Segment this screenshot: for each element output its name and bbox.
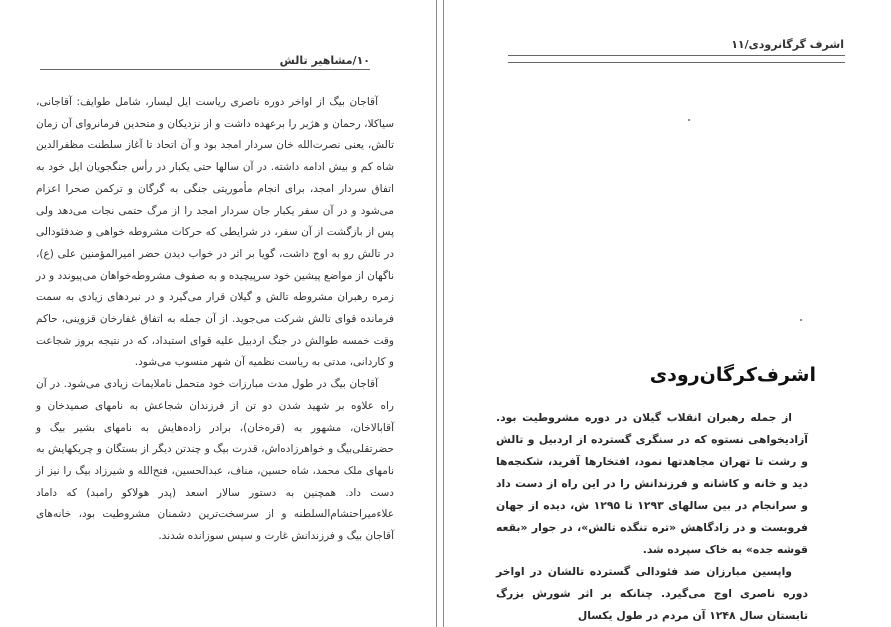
chapter-title: اشرف‌کرگان‌رودی [649, 364, 816, 386]
running-header: ۱۰/مشاهیر تالش [279, 54, 370, 67]
paragraph: از جمله رهبران انقلاب گیلان در دوره مشروطیت بود. آزادیخواهی نستوه که در سنگری گسترده از اردبیل و تالش و رشت تا تهران مجاهدتها نمود، افتخارها آفرید، شکنجه‌ها دید و خانه و کاشانه و فرزندانش را در این راه از دست داد و سرانجام در بین سالهای ۱۲۹۳ تا ۱۲۹۵ ش، دیده از جهان فروبست و در زادگاهش «تره تنگده تالش»، در جوار «بقعه قوشه جده» به خاک سپرده شد. [496, 411, 808, 556]
header-rule [40, 69, 370, 70]
paragraph: آقاجان بیگ از اواخر دوره ناصری ریاست ایل لیسار، شامل طوایف: آقاجانی، سیاکلا، رحمان و هژبر را برعهده داشت و از نزدیکان و متحدین فرمانروای آن زمان تالش، یعنی نصرت‌الله خان سردار امجد بود و آن اتحاد تا آغاز سلطنت مظفرالدین شاه کم و بیش ادامه داشته. در آن سالها حتی یکبار در رأس جنگجویان ایل خود به اتفاق سردار امجد، برای انجام مأموریتی جنگی به گرگان و ترکمن صحرا اعزام می‌شود و در آن سفر یکبار جان سردار امجد را از مرگ حتمی نجات می‌دهد ولی پس از بازگشت از آن سفر، در شرایطی که حرکات مشروطه خواهی و ضدفئودالی در تالش رو به اوج داشت، گویا بر اثر در خواب دیدن حضر امیرالمؤمنین علی (ع)، ناگهان از مواضع پیشین خود سرپیچیده و به صفوف مشروطه‌خواهان می‌پیوندد و در زمره رهبران مشروطه تالش و گیلان قرار می‌گیرد و در نبردهای زیادی به سمت فرمانده قوای تالش شرکت می‌جوید. از آن جمله به اتفاق غفارخان قزوینی، حاکم وقت خمسه طوالش در جنگ اردبیل علیه قوای استبداد، که در نتیجه بروز شجاعت و کاردانی، مدتی به ریاست نظمیه آن شهر منسوب می‌شود. [36, 96, 394, 369]
paragraph: آقاجان بیگ در طول مدت مبارزات خود متحمل ناملایمات زیادی می‌شود. در آن راه علاوه بر شهید شدن دو تن از فرزندان شجاعش به نامهای صمیدخان و آقابالاخان، مشهور به (قره‌خان)، برادر زاده‌هایش به نامهای بشیر بیگ و حضرتقلی‌بیگ و خواهرزاده‌اش، قدرت بیگ و چندتن دیگر از بستگان و چریکهایش به نامهای ملک محمد، شاه حسین، مناف، عبدالحسین، فتح‌الله و شیرزاد بیگ را نیز از دست داد. همچنین به دستور سالار اسعد (پدر هولاکو رامبد) که داماد علاءمیراحتشام‌السلطنه و از سرسخت‌ترین دشمنان مشروطیت بود، خانه‌های آقاجان بیگ و فرزندانش غارت و سپس سوزانده شدند. [36, 378, 394, 543]
gutter-line [436, 0, 437, 627]
body-text [496, 407, 808, 627]
paragraph: واپسین مبارزان ضد فئودالی گسترده تالشان در اواخر دوره ناصری اوج می‌گیرد. چنانکه بر اثر شورش بزرگ تابستان سال ۱۲۴۸ آن مردم در طول یکسال [496, 565, 808, 622]
print-speck [800, 319, 802, 321]
right-page [444, 0, 891, 627]
header-rule [508, 62, 845, 63]
header-rule [508, 55, 845, 56]
left-page [0, 0, 436, 627]
print-speck [688, 119, 690, 121]
running-header: اشرف گرگانرودی/۱۱ [731, 38, 844, 51]
body-text [36, 92, 394, 548]
